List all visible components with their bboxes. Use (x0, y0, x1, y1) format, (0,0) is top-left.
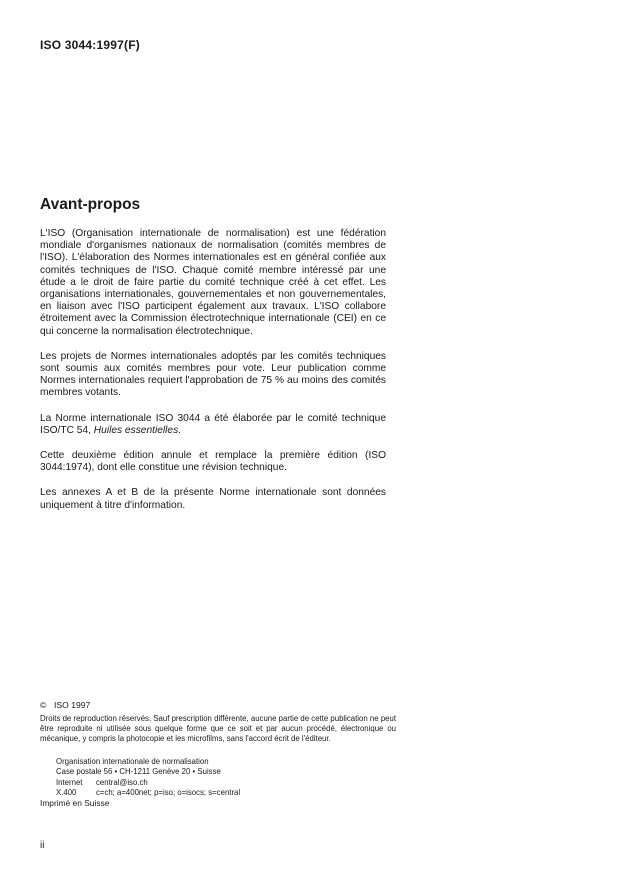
internet-label: Internet (56, 777, 83, 787)
document-code: ISO 3044:1997(F) (40, 38, 140, 52)
printed-in: Imprimé en Suisse (40, 798, 110, 808)
internet-value[interactable]: central@iso.ch (96, 777, 148, 787)
paragraph-committee (40, 413, 386, 437)
rights-notice: Droits de reproduction réservés. Sauf prescription différente, aucune partie de cette publication ne peut être reproduite ni utilisée sous quelque forme que ce soit et par aucun procédé, électronique ou mécanique, y compris la photocopie et les microfilms, sans l'accord écrit de l'éditeur. (40, 714, 396, 744)
org-name: Organisation internationale de normalisation (56, 757, 209, 766)
page-number: ii (40, 840, 45, 851)
committee-text: La Norme internationale ISO 3044 a été élaborée par le comité technique ISO/TC 54, (40, 412, 386, 436)
paragraph-iso-intro: L'ISO (Organisation internationale de normalisation) est une fédération mondiale d'organismes nationaux de normalisation (comités membres de l'ISO). L'élaboration des Normes internationales est en général confiée aux comités techniques de l'ISO. Chaque comité membre intéressé par une étude a le droit de faire partie du comité technique créé à cet effet. Les organisations internationales, gouvernementales et non gouvernementales, en liaison avec l'ISO participent également aux travaux. L'ISO collabore étroitement avec la Commission électrotechnique internationale (CEI) en ce qui concerne la normalisation électrotechnique. (40, 228, 386, 337)
paragraph-voting: Les projets de Normes internationales adoptés par les comités techniques sont soumis aux comités membres pour vote. Leur publication comme Normes internationales requiert l'approbation de 75 % au moins des comités membres votants. (40, 350, 386, 399)
postal-address: Case postale 56 • CH-1211 Genève 20 • Suisse (56, 767, 221, 777)
copyright-text: ISO 1997 (54, 700, 91, 710)
foreword-body (40, 228, 386, 525)
committee-title: Huiles essentielles (93, 424, 179, 436)
internet-row (56, 778, 240, 788)
paragraph-edition: Cette deuxième édition annule et remplace la première édition (ISO 3044:1974), dont elle constitue une révision technique. (40, 450, 386, 474)
copyright-icon: © (40, 700, 47, 710)
copyright-line (40, 700, 90, 710)
paragraph-annexes: Les annexes A et B de la présente Norme internationale sont données uniquement à titre d'information. (40, 487, 386, 511)
publisher-address (56, 757, 240, 799)
x400-label: X.400 (56, 788, 77, 798)
committee-end: . (178, 424, 182, 436)
page-title: Avant-propos (40, 196, 141, 213)
x400-value: c=ch; a=400net; p=iso; o=isocs; s=central (96, 788, 241, 798)
